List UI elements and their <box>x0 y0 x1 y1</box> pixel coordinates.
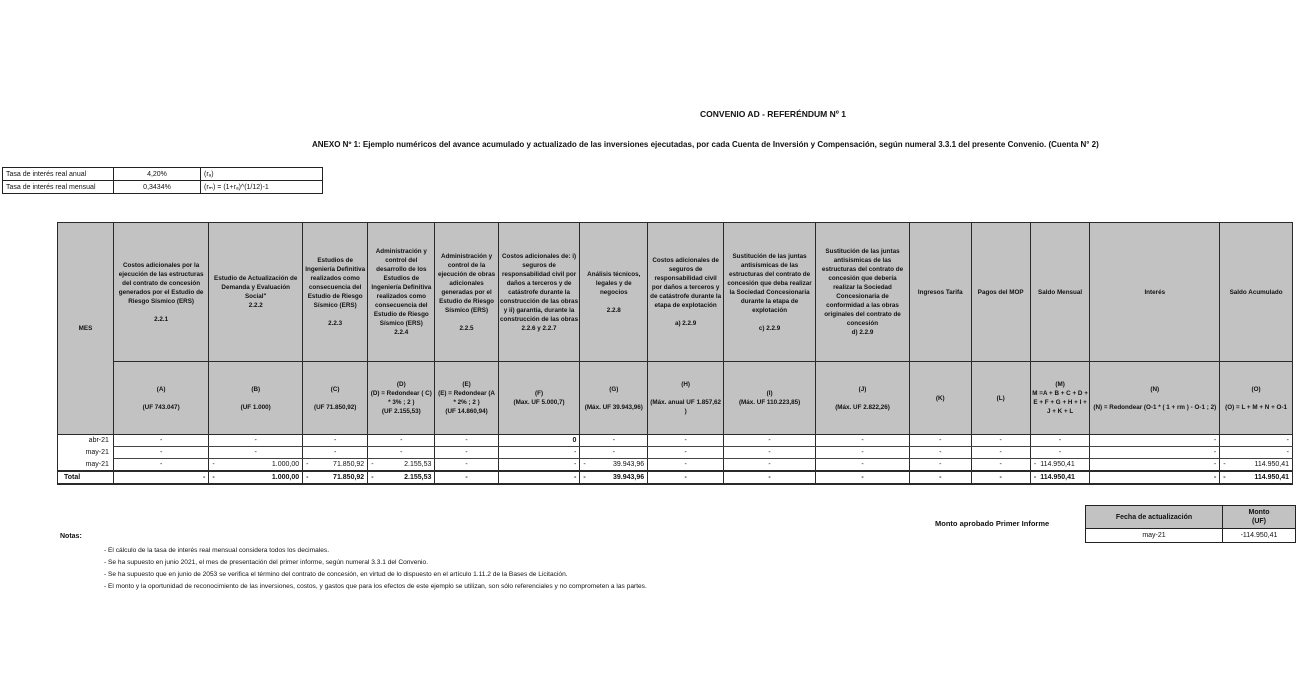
data-cell: - <box>724 435 816 447</box>
update-date-value: may-21 <box>1086 529 1223 543</box>
column-formula: (B) (UF 1.000) <box>209 362 303 435</box>
data-cell: - <box>648 459 724 472</box>
note-item: - El cálculo de la tasa de interés real mensual considera todos los decimales. <box>104 545 647 557</box>
notes-title: Notas: <box>60 533 82 540</box>
column-header: Ingresos Tarifa <box>909 223 971 362</box>
column-formula: (D) (D) = Redondear ( C) * 3% ; 2 ) (UF 2.155,53) <box>368 362 435 435</box>
data-cell: - <box>909 447 971 459</box>
data-cell: - <box>303 435 368 447</box>
column-header: Estudio de Actualización de Demanda y Evaluación Social" 2.2.2 <box>209 223 303 362</box>
document-title: CONVENIO AD - REFERÉNDUM Nº 1 <box>700 109 846 119</box>
column-formula: (I) (Máx. UF 110.223,85) <box>724 362 816 435</box>
table-row <box>58 447 1293 459</box>
data-cell: - <box>368 447 435 459</box>
column-formula: (F) (Max. UF 5.000,7) <box>498 362 580 435</box>
data-cell: - <box>368 435 435 447</box>
column-header: Saldo Acumulado <box>1220 223 1293 362</box>
data-cell: - <box>909 435 971 447</box>
data-cell: - <box>113 447 208 459</box>
column-header: Estudios de Ingeniería Definitiva realizados como consecuencia del Estudio de Riesgo Sísmico (ERS) 2.2.3 <box>303 223 368 362</box>
column-header: Costos adicionales de seguros de responsabilidad civil por daños a terceros y de catástrofe durante la etapa de explotación a) 2.2.9 <box>648 223 724 362</box>
data-cell: - 114.950,41 <box>1220 459 1293 472</box>
data-cell: - <box>580 435 648 447</box>
column-formula: (K) <box>909 362 971 435</box>
column-formula: (L) <box>971 362 1030 435</box>
data-cell: - 2.155,53 <box>368 459 435 472</box>
column-header: Administración y control de la ejecución de obras adicionales generadas por el Estudio de Riesgo Sísmico (ERS) 2.2.5 <box>435 223 498 362</box>
data-cell: - <box>1220 435 1293 447</box>
note-item: - Se ha supuesto que en junio de 2053 se verifica el término del contrato de concesión, en virtud de lo dispuesto en el artículo 1.11.2 de la Bases de Licitación. <box>104 569 647 581</box>
column-formula: (G) (Máx. UF 39.943,96) <box>580 362 648 435</box>
data-cell: - <box>1090 435 1220 447</box>
notes-list <box>104 545 647 593</box>
data-cell: - 114.950,41 <box>1030 459 1089 472</box>
rate-formula: (rₘ) = (1+rₐ)^(1/12)-1 <box>201 181 323 194</box>
table-row <box>58 459 1293 472</box>
data-cell: - <box>1220 447 1293 459</box>
total-cell: - <box>435 471 498 484</box>
data-cell: - <box>209 435 303 447</box>
total-cell: - <box>113 471 208 484</box>
data-cell: - 71.850,92 <box>303 459 368 472</box>
column-formula: (J) (Máx. UF 2.822,26) <box>816 362 910 435</box>
month-cell: abr-21 <box>58 435 114 447</box>
mes-header: MES <box>58 223 114 435</box>
data-cell: - <box>113 435 208 447</box>
column-formula: (O) (O) = L + M + N + O-1 <box>1220 362 1293 435</box>
amount-value: -114.950,41 <box>1223 529 1296 543</box>
data-cell: 0 <box>498 435 580 447</box>
rate-label: Tasa de interés real anual <box>3 168 114 181</box>
column-header: Pagos del MOP <box>971 223 1030 362</box>
total-row <box>58 471 1293 484</box>
total-cell: - <box>1090 471 1220 484</box>
column-formula: (H) (Máx. anual UF 1.857,62 ) <box>648 362 724 435</box>
data-cell: - <box>909 459 971 472</box>
column-header: Costos adicionales por la ejecución de las estructuras del contrato de concesión generados por el Estudio de Riesgo Sísmico (ERS) 2.2.1 <box>113 223 208 362</box>
approved-amount-table <box>1085 505 1296 543</box>
data-cell: - <box>498 447 580 459</box>
total-cell: - 114.950,41 <box>1030 471 1089 484</box>
total-cell: - <box>498 471 580 484</box>
month-cell: may-21 <box>58 447 114 459</box>
data-cell: - <box>498 459 580 472</box>
total-cell: - <box>816 471 910 484</box>
total-label: Total <box>58 471 114 484</box>
header-row-formulas <box>58 362 1293 435</box>
data-cell: - <box>724 459 816 472</box>
rate-label: Tasa de interés real mensual <box>3 181 114 194</box>
note-item: - Se ha supuesto en junio 2021, el mes de presentación del primer informe, según numeral 3.3.1 del Convenio. <box>104 557 647 569</box>
data-cell: - <box>971 435 1030 447</box>
column-header: Sustitución de las juntas antisísmicas de las estructuras del contrato de concesión que deba realizar la Sociedad Concesionaria durante la etapa de explotación c) 2.2.9 <box>724 223 816 362</box>
data-cell: - <box>648 435 724 447</box>
column-header: Costos adicionales de: i) seguros de responsabilidad civil por daños a terceros y de catástrofe durante la construcción de las obras y ii) garantía, durante la construcción de las obras 2.2.6 y 2.2.7 <box>498 223 580 362</box>
header-row-descriptions <box>58 223 1293 362</box>
rate-value: 4,20% <box>114 168 201 181</box>
data-cell: - <box>971 447 1030 459</box>
amount-header: Monto (UF) <box>1223 506 1296 529</box>
column-header: Administración y control del desarrollo de los Estudios de Ingeniería Definitiva realizados como consecuencia del Estudio de Riesgo Sísmico (ERS) 2.2.4 <box>368 223 435 362</box>
column-header: Interés <box>1090 223 1220 362</box>
total-cell: - 39.943,96 <box>580 471 648 484</box>
data-cell: - <box>1090 447 1220 459</box>
column-formula: (A) (UF 743.047) <box>113 362 208 435</box>
data-cell: - <box>435 447 498 459</box>
investment-table <box>57 222 1293 485</box>
data-cell: - <box>303 447 368 459</box>
data-cell: - <box>724 447 816 459</box>
data-cell: - <box>816 435 910 447</box>
data-cell: - <box>435 435 498 447</box>
annual-rate-row <box>3 168 323 181</box>
data-cell: - <box>1030 435 1089 447</box>
interest-rates-table <box>2 167 323 194</box>
data-cell: - <box>209 447 303 459</box>
data-cell: - <box>971 459 1030 472</box>
data-cell: - <box>1090 459 1220 472</box>
total-cell: - 71.850,92 <box>303 471 368 484</box>
total-cell: - <box>909 471 971 484</box>
data-cell: - <box>1030 447 1089 459</box>
column-header: Análisis técnicos, legales y de negocios 2.2.8 <box>580 223 648 362</box>
data-cell: - <box>648 447 724 459</box>
total-cell: - <box>724 471 816 484</box>
table-row <box>58 435 1293 447</box>
total-cell: - <box>971 471 1030 484</box>
approved-amount-label: Monto aprobado Primer Informe <box>935 519 1050 528</box>
column-formula: (E) (E) = Redondear (A * 2% ; 2 ) (UF 14.860,94) <box>435 362 498 435</box>
update-date-header: Fecha de actualización <box>1086 506 1223 529</box>
data-cell: - <box>113 459 208 472</box>
note-item: - El monto y la oportunidad de reconocimiento de las inversiones, costos, y gastos que para los efectos de este ejemplo se utilizan, son sólo referenciales y no comprometen a las partes. <box>104 581 647 593</box>
data-cell: - 1.000,00 <box>209 459 303 472</box>
data-cell: - <box>816 447 910 459</box>
rate-formula: (rₐ) <box>201 168 323 181</box>
data-cell: - <box>816 459 910 472</box>
column-formula: (N) (N) = Redondear (O-1 * ( 1 + rm ) - O-1 ; 2) <box>1090 362 1220 435</box>
column-formula: (C) (UF 71.850,92) <box>303 362 368 435</box>
data-cell: - <box>580 447 648 459</box>
total-cell: - <box>648 471 724 484</box>
total-cell: - 2.155,53 <box>368 471 435 484</box>
column-header: Sustitución de las juntas antisísmicas de las estructuras del contrato de concesión que debería realizar la Sociedad Concesionaria de conformidad a las obras originales del contrato de concesión d) 2.2.9 <box>816 223 910 362</box>
data-cell: - <box>435 459 498 472</box>
total-cell: - 1.000,00 <box>209 471 303 484</box>
month-cell: may-21 <box>58 459 114 472</box>
total-cell: - 114.950,41 <box>1220 471 1293 484</box>
rate-value: 0,3434% <box>114 181 201 194</box>
column-formula: (M) M =A + B + C + D + E + F + G + H + I + J + K + L <box>1030 362 1089 435</box>
annex-subtitle: ANEXO Nº 1: Ejemplo numéricos del avance acumulado y actualizado de las inversiones ejecutadas, por cada Cuenta de Inversión y Compensación, según numeral 3.3.1 del presente Convenio. (Cuenta N° 2) <box>312 140 1099 149</box>
data-cell: - 39.943,96 <box>580 459 648 472</box>
column-header: Saldo Mensual <box>1030 223 1089 362</box>
monthly-rate-row <box>3 181 323 194</box>
